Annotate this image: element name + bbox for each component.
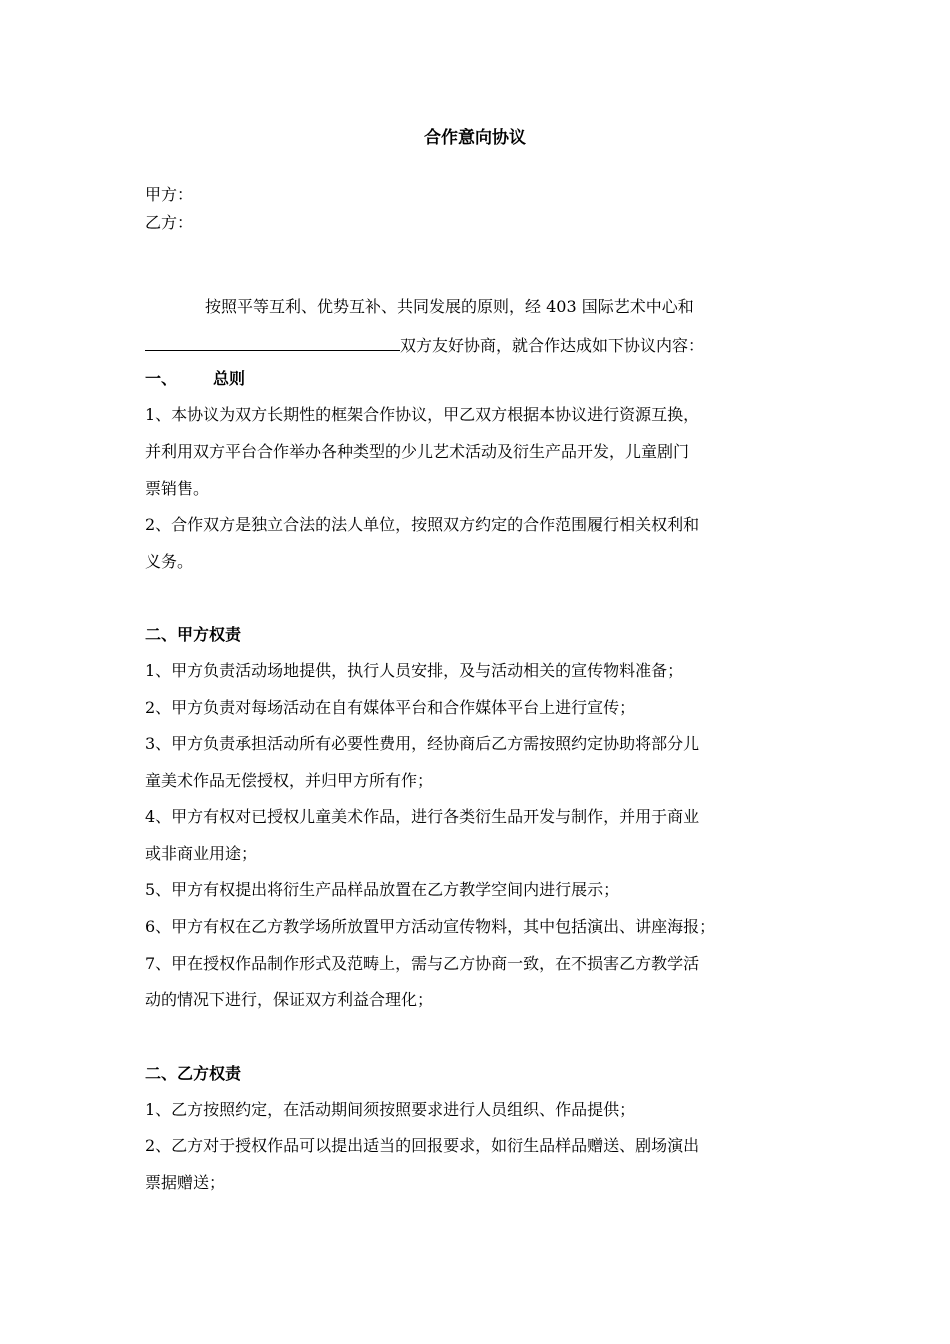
section-1-line: 1、本协议为双方长期性的框架合作协议，甲乙双方根据本协议进行资源互换， (145, 405, 700, 424)
partner-name-blank (145, 332, 400, 351)
party-b-label: 乙方： (145, 213, 194, 232)
section-1-line: 票销售。 (145, 479, 210, 498)
section-2-line: 5、甲方有权提出将衍生产品样品放置在乙方教学空间内进行展示； (145, 880, 620, 899)
section-2-line: 7、甲在授权作品制作形式及范畴上，需与乙方协商一致，在不损害乙方教学活 (145, 954, 700, 973)
section-2-line: 动的情况下进行，保证双方利益合理化； (145, 990, 434, 1009)
section-3-line: 1、乙方按照约定，在活动期间须按照要求进行人员组织、作品提供； (145, 1100, 636, 1119)
intro-line-2-text: 双方友好协商，就合作达成如下协议内容： (400, 336, 705, 355)
section-2-line: 3、甲方负责承担活动所有必要性费用，经协商后乙方需按照约定协助将部分儿 (145, 734, 700, 753)
section-2-line: 6、甲方有权在乙方教学场所放置甲方活动宣传物料，其中包括演出、讲座海报； (145, 917, 716, 936)
section-2-line: 1、甲方负责活动场地提供，执行人员安排，及与活动相关的宣传物料准备； (145, 661, 684, 680)
section-2-line: 2、甲方负责对每场活动在自有媒体平台和合作媒体平台上进行宣传； (145, 698, 636, 717)
section-3-line: 2、乙方对于授权作品可以提出适当的回报要求，如衍生品样品赠送、剧场演出 (145, 1136, 700, 1155)
section-1-heading (145, 367, 815, 391)
section-2-line: 童美术作品无偿授权，并归甲方所有作； (145, 771, 434, 790)
section-2-line: 4、甲方有权对已授权儿童美术作品，进行各类衍生品开发与制作，并用于商业 (145, 807, 700, 826)
section-3-line: 票据赠送； (145, 1173, 226, 1192)
section-2-line: 或非商业用途； (145, 844, 258, 863)
intro-line-2 (145, 332, 815, 358)
section-1-line: 义务。 (145, 552, 194, 571)
section-1-line: 并利用双方平台合作举办各种类型的少儿艺术活动及衍生产品开发，儿童剧门 (145, 442, 690, 461)
section-1-number: 一、 (145, 369, 178, 388)
section-1-line: 2、合作双方是独立合法的法人单位，按照双方约定的合作范围履行相关权利和 (145, 515, 700, 534)
section-1-title: 总则 (213, 369, 246, 388)
section-3-heading: 二、乙方权责 (145, 1064, 242, 1083)
intro-line-1: 按照平等互利、优势互补、共同发展的原则，经 403 国际艺术中心和 (205, 297, 694, 316)
section-2-heading: 二、甲方权责 (145, 625, 242, 644)
party-a-label: 甲方： (145, 185, 194, 204)
document-title: 合作意向协议 (424, 128, 526, 148)
